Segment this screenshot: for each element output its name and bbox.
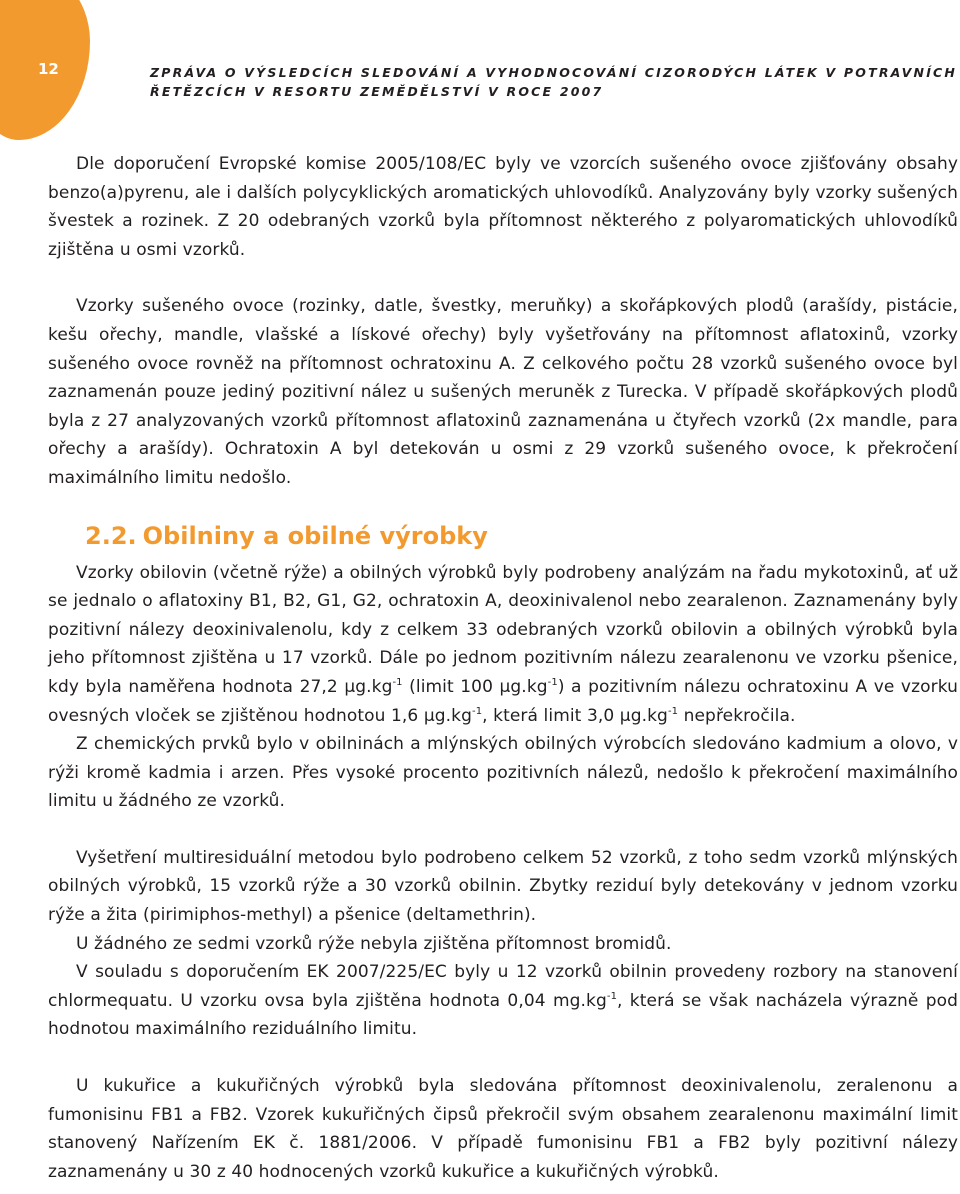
running-header-line-2: ŘETĚZCÍCH V RESORTU ZEMĚDĚLSTVÍ V ROCE 2007: [150, 84, 604, 99]
paragraph-aflatoxins-dried-fruit: Vzorky sušeného ovoce (rozinky, datle, švestky, meruňky) a skořápkových plodů (arašídy, pistácie, kešu ořechy, mandle, vlašské a lískové ořechy) byly vyšetřovány na přítomnost aflatoxinů, vzorky sušeného ovoce rovněž na přítomnost ochratoxinu A. Z celkového počtu 28 vzorků sušeného ovoce byl zaznamenán pouze jediný pozitivní nález u sušených meruněk z Turecka. V případě skořápkových plodů byla z 27 analyzovaných vzorků přítomnost aflatoxinů zaznamenána u čtyřech vzorků (2x mandle, para ořechy a arašídy). Ochratoxin A byl detekován u osmi z 29 vzorků sušeného ovoce, k překročení maximálního limitu nedošlo.: [48, 296, 958, 488]
running-header: [150, 63, 957, 101]
paragraph-mycotoxins-cereals: Vzorky obilovin (včetně rýže) a obilných výrobků byly podrobeny analýzám na řadu mykotoxinů, ať už se jednalo o aflatoxiny B1, B2, G1, G2, ochratoxin A, deoxinivalenol nebo zearalenon. Zaznamenány byly pozitivní nálezy deoxinivalenolu, kdy z celkem 33 odebraných vzorků obilovin a obilných výrobků byla jeho přítomnost zjištěna u 17 vzorků. Dále po jednom pozitivním nálezu zearalenonu ve vzorku pšenice, kdy byla naměřena hodnota 27,2 $\mu g.kg^{-1}$ (limit 100 $\mu g.kg^{-1}$) a pozitivním nálezu ochratoxinu A ve vzorku ovesných vloček se zjištěnou hodnotou 1,6 $\mu g.kg^{-1}$, která limit 3,0 $\mu g.kg^{-1}$ nepřekročila.: [48, 562, 958, 726]
running-header-line-1: ZPRÁVA O VÝSLEDCÍCH SLEDOVÁNÍ A VYHODNOCOVÁNÍ CIZORODÝCH LÁTEK V POTRAVNÍCH: [150, 65, 958, 80]
section-title: Obilniny a obilné výrobky: [142, 521, 488, 550]
paragraph-chemical-elements: Z chemických prvků bylo v obilninách a mlýnských obilných výrobcích sledováno kadmium a olovo, v rýži kromě kadmia i arzen. Přes vysoké procento pozitivních nálezů, nedošlo k překročení maximálního limitu u žádného ze vzorků.: [48, 734, 958, 812]
paragraph-maize: U kukuřice a kukuřičných výrobků byla sledována přítomnost deoxinivalenolu, zeralenonu a fumonisinu FB1 a FB2. Vzorek kukuřičných čipsů překročil svým obsahem zearalenonu maximální limit stanovený Nařízením EK č. 1881/2006. V případě fumonisinu FB1 a FB2 byly pozitivní nálezy zaznamenány u 30 z 40 hodnocených vzorků kukuřice a kukuřičných výrobků.: [48, 1076, 958, 1182]
page-number: 12: [38, 60, 59, 78]
paragraph-chlormequat: V souladu s doporučením EK 2007/225/EC byly u 12 vzorků obilnin provedeny rozbory na stanovení chlormequatu. U vzorku ovsa byla zjištěna hodnota 0,04 $mg.kg^{-1}$, která se však nacházela výrazně pod hodnotou maximálního reziduálního limitu.: [48, 962, 958, 1040]
section-heading: [85, 521, 958, 551]
paragraph-multiresidue: Vyšetření multiresiduální metodou bylo podrobeno celkem 52 vzorků, z toho sedm vzorků mlýnských obilných výrobků, 15 vzorků rýže a 30 vzorků obilnin. Zbytky reziduí byly detekovány v jednom vzorku rýže a žita (pirimiphos-methyl) a pšenice (deltamethrin).: [48, 847, 958, 926]
paragraph-pah-dried-fruit: Dle doporučení Evropské komise 2005/108/EC byly ve vzorcích sušeného ovoce zjišťovány obsahy benzo(a)pyrenu, ale i dalších polycyklických aromatických uhlovodíků. Analyzovány byly vzorky sušených švestek a rozinek. Z 20 odebraných vzorků byla přítomnost některého z polyaromatických uhlovodíků zjištěna u osmi vzorků.: [48, 154, 958, 260]
paragraph-bromides: U žádného ze sedmi vzorků rýže nebyla zjištěna přítomnost bromidů.: [76, 933, 672, 954]
page-body: [48, 150, 958, 1186]
section-number: 2.2.: [85, 521, 137, 550]
